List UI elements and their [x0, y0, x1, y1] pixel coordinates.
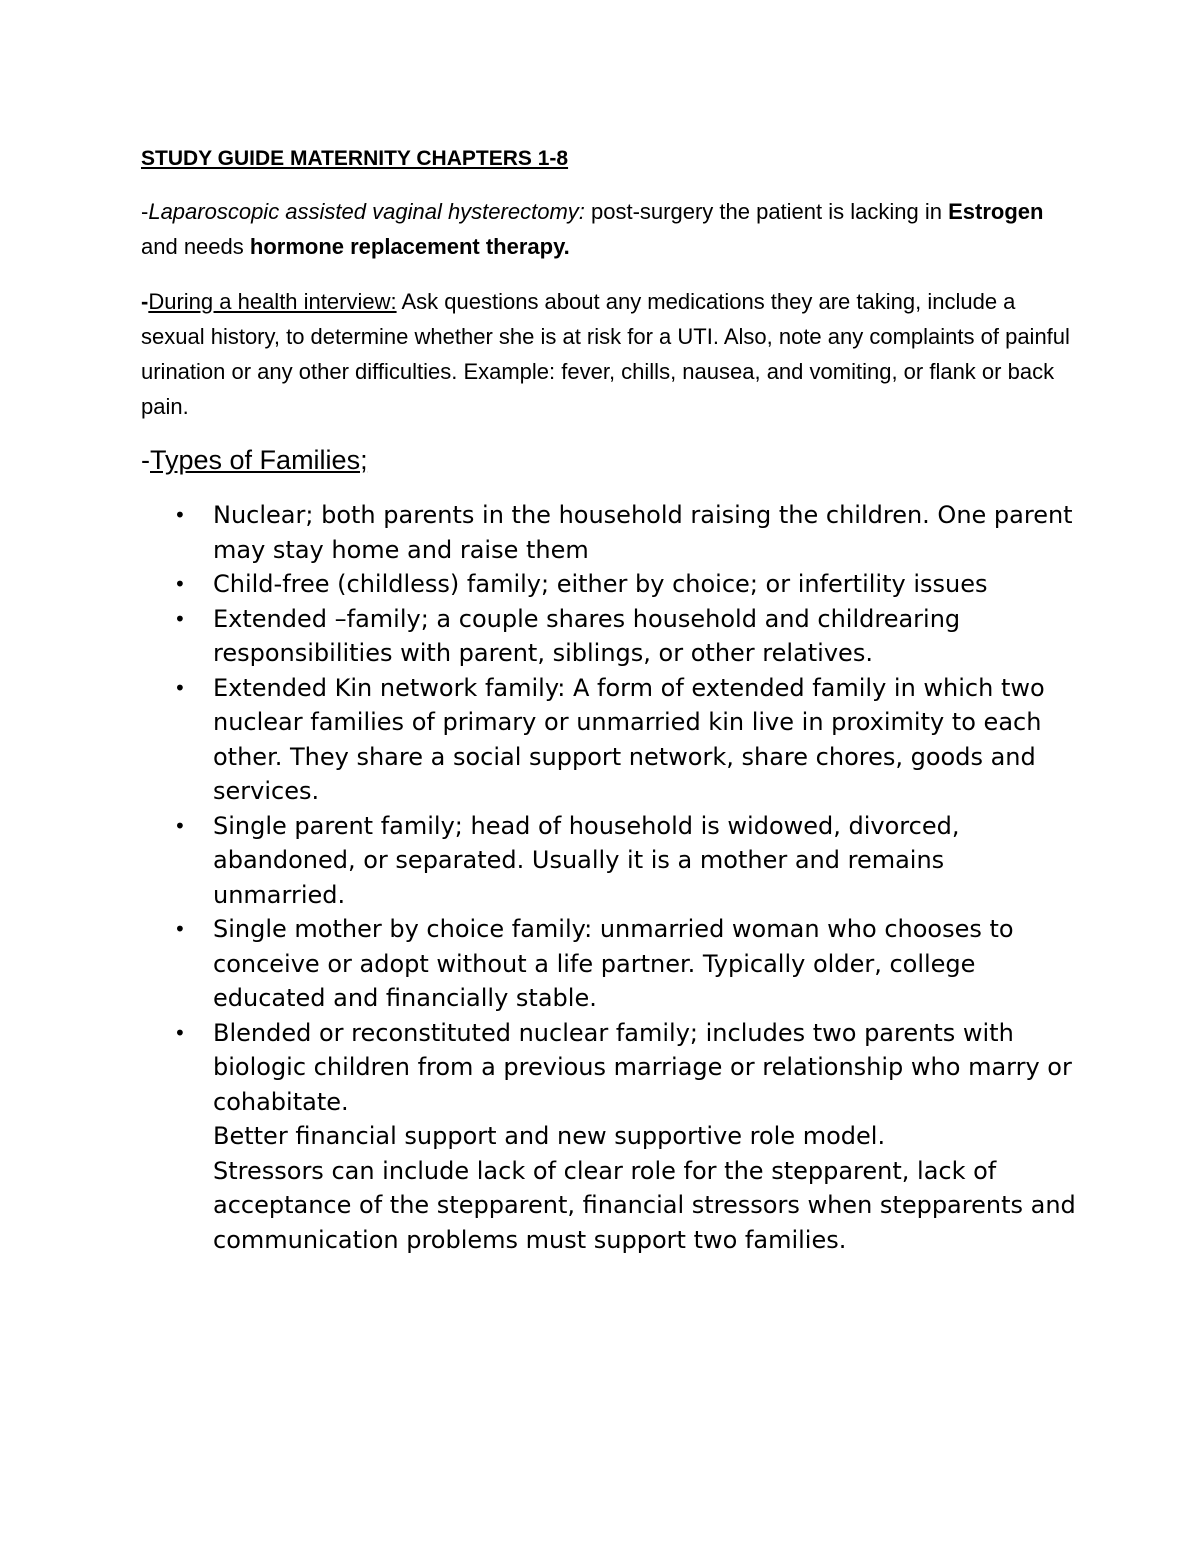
list-item: [141, 912, 1081, 1016]
list-item: [141, 602, 1081, 671]
bullet-icon: •: [174, 503, 186, 527]
list-item: [141, 498, 1081, 567]
health-interview-term: During a health interview:: [148, 289, 397, 314]
hrt-term: hormone replacement therapy.: [249, 234, 570, 259]
blended-stressors-note: Stressors can include lack of clear role for the stepparent, lack of acceptance of the stepparent, financial stressors when stepparents and communication problems must support two families.: [213, 1156, 1076, 1254]
document-title: STUDY GUIDE MATERNITY CHAPTERS 1-8: [141, 147, 569, 170]
bullet-icon: •: [174, 675, 186, 700]
family-types-list: [141, 498, 1081, 1257]
list-item-text: Single mother by choice family: unmarried woman who chooses to conceive or adopt without a life partner. Typically older, college educated and financially stable.: [213, 915, 1014, 1012]
list-item: [141, 1016, 1081, 1258]
list-item: [141, 809, 1081, 913]
hysterectomy-text-1: post-surgery the patient is lacking in: [584, 199, 949, 224]
heading-text: Types of Families;: [150, 445, 368, 475]
list-item: [141, 671, 1081, 809]
dash: -: [141, 199, 149, 224]
list-item-text: Nuclear; both parents in the household raising the children. One parent may stay home and raise them: [213, 501, 1073, 564]
hysterectomy-term: Laparoscopic assisted vaginal hysterectomy:: [148, 199, 585, 224]
list-item-text: Extended Kin network family: A form of extended family in which two nuclear families of primary or unmarried kin live in proximity to each other. They share a social support network, share chores, goods and services.: [213, 673, 1045, 805]
bullet-icon: •: [174, 1020, 186, 1045]
list-item-text: Child-free (childless) family; either by choice; or infertility issues: [213, 570, 988, 598]
list-item-text: Extended –family; a couple shares household and childrearing responsibilities with parent, siblings, or other relatives.: [213, 604, 961, 667]
estrogen-term: Estrogen: [948, 199, 1044, 224]
blended-benefit-note: Better financial support and new supportive role model.: [213, 1122, 886, 1150]
bullet-icon: •: [174, 606, 186, 631]
types-of-families-heading: [141, 445, 368, 476]
hysterectomy-text-2: and needs: [141, 234, 250, 259]
list-item-text: Single parent family; head of household is widowed, divorced, abandoned, or separated. Usually it is a mother and remains unmarried.: [213, 811, 960, 909]
health-interview-text: Ask questions about any medications they are taking, include a sexual history, to determine whether she is at risk for a UTI. Also, note any complaints of painful urination or any other difficulties. Example: fever, chills, nausea, and vomiting, or flank or back pain.: [141, 289, 1070, 419]
bullet-icon: •: [174, 572, 186, 596]
dash: -: [141, 445, 150, 475]
bullet-icon: •: [174, 813, 186, 838]
bullet-icon: •: [174, 917, 186, 941]
health-interview-note: [141, 284, 1071, 424]
list-item-text: Blended or reconstituted nuclear family; includes two parents with biologic children from a previous marriage or relationship who marry or cohabitate.: [213, 1018, 1072, 1116]
dash: -: [141, 289, 149, 314]
list-item: [141, 567, 1081, 602]
hysterectomy-note: [141, 194, 1071, 264]
